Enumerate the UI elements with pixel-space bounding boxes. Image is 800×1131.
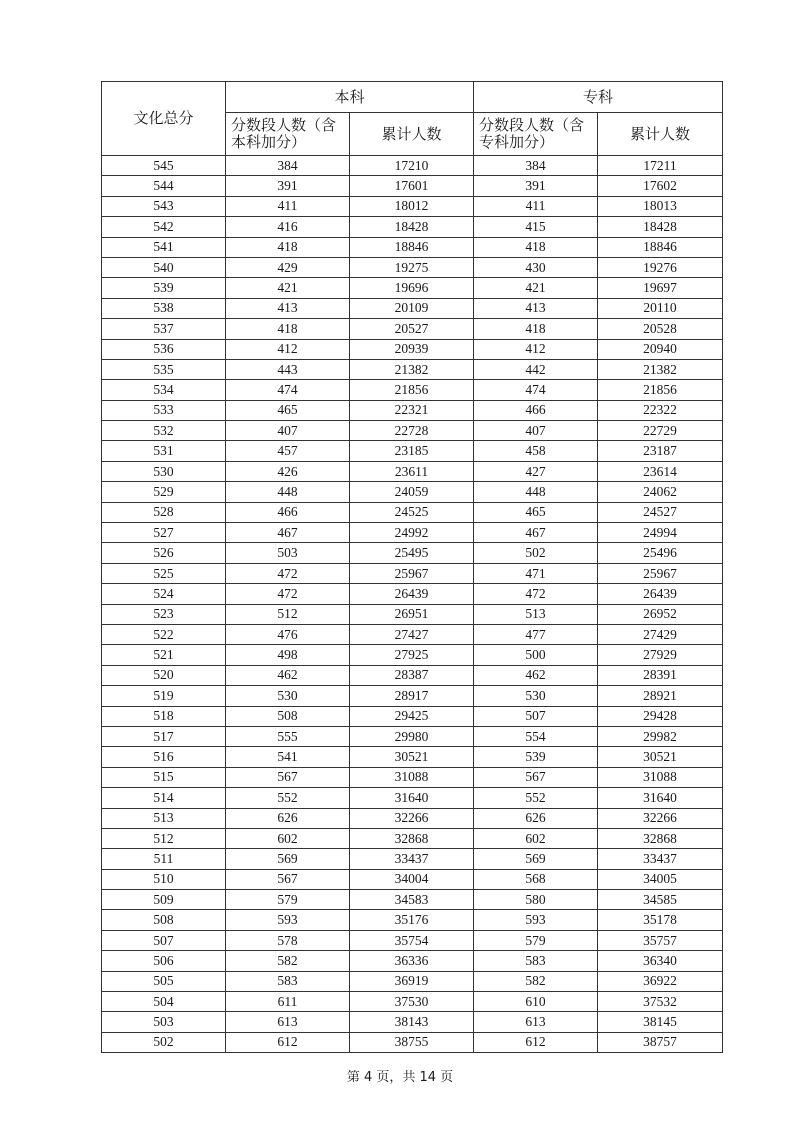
undergrad-cumulative-cell: 23185 <box>350 441 474 461</box>
table-row <box>102 1012 723 1032</box>
undergrad-segment-cell: 466 <box>226 502 350 522</box>
score-cell: 529 <box>102 482 226 502</box>
score-cell: 517 <box>102 726 226 746</box>
junior-segment-header: 分数段人数（含专科加分） <box>474 113 598 156</box>
table-row <box>102 808 723 828</box>
junior-cumulative-cell: 25967 <box>598 563 723 583</box>
junior-segment-cell: 466 <box>474 400 598 420</box>
undergrad-cumulative-header: 累计人数 <box>350 113 474 156</box>
score-cell: 528 <box>102 502 226 522</box>
score-cell: 507 <box>102 930 226 950</box>
junior-cumulative-cell: 17211 <box>598 156 723 176</box>
table-row <box>102 1032 723 1052</box>
junior-segment-cell: 582 <box>474 971 598 991</box>
undergrad-cumulative-cell: 25495 <box>350 543 474 563</box>
table-row <box>102 930 723 950</box>
junior-cumulative-cell: 36340 <box>598 951 723 971</box>
undergrad-cumulative-cell: 26951 <box>350 604 474 624</box>
undergrad-cumulative-cell: 34583 <box>350 890 474 910</box>
junior-cumulative-cell: 24994 <box>598 523 723 543</box>
junior-segment-cell: 502 <box>474 543 598 563</box>
table-row <box>102 686 723 706</box>
score-cell: 543 <box>102 196 226 216</box>
junior-segment-cell: 552 <box>474 788 598 808</box>
junior-segment-cell: 539 <box>474 747 598 767</box>
score-cell: 511 <box>102 849 226 869</box>
table-row <box>102 992 723 1012</box>
undergrad-cumulative-cell: 17601 <box>350 176 474 196</box>
junior-segment-cell: 442 <box>474 359 598 379</box>
undergrad-cumulative-cell: 28387 <box>350 665 474 685</box>
score-cell: 540 <box>102 257 226 277</box>
junior-segment-cell: 427 <box>474 461 598 481</box>
undergrad-cumulative-cell: 20939 <box>350 339 474 359</box>
undergrad-segment-cell: 582 <box>226 951 350 971</box>
undergrad-segment-cell: 418 <box>226 237 350 257</box>
undergrad-cumulative-cell: 35176 <box>350 910 474 930</box>
undergrad-cumulative-cell: 19696 <box>350 278 474 298</box>
undergrad-segment-cell: 579 <box>226 890 350 910</box>
junior-segment-cell: 465 <box>474 502 598 522</box>
table-row <box>102 237 723 257</box>
junior-cumulative-cell: 34005 <box>598 869 723 889</box>
junior-cumulative-cell: 25496 <box>598 543 723 563</box>
table-row <box>102 563 723 583</box>
undergrad-segment-cell: 476 <box>226 624 350 644</box>
junior-cumulative-cell: 36922 <box>598 971 723 991</box>
header-row-top <box>102 82 723 113</box>
table-row <box>102 461 723 481</box>
junior-segment-cell: 569 <box>474 849 598 869</box>
score-cell: 514 <box>102 788 226 808</box>
table-row <box>102 257 723 277</box>
junior-cumulative-cell: 28391 <box>598 665 723 685</box>
junior-segment-cell: 554 <box>474 726 598 746</box>
junior-segment-cell: 477 <box>474 624 598 644</box>
score-cell: 518 <box>102 706 226 726</box>
junior-segment-cell: 472 <box>474 584 598 604</box>
table-row <box>102 380 723 400</box>
table-row <box>102 319 723 339</box>
table-row <box>102 624 723 644</box>
undergrad-cumulative-cell: 23611 <box>350 461 474 481</box>
undergrad-cumulative-cell: 36919 <box>350 971 474 991</box>
undergrad-segment-cell: 498 <box>226 645 350 665</box>
undergrad-segment-cell: 426 <box>226 461 350 481</box>
junior-segment-cell: 413 <box>474 298 598 318</box>
undergrad-cumulative-cell: 34004 <box>350 869 474 889</box>
score-cell: 522 <box>102 624 226 644</box>
undergrad-cumulative-cell: 27427 <box>350 624 474 644</box>
undergrad-segment-cell: 593 <box>226 910 350 930</box>
score-cell: 503 <box>102 1012 226 1032</box>
undergrad-cumulative-cell: 27925 <box>350 645 474 665</box>
undergrad-cumulative-cell: 21382 <box>350 359 474 379</box>
score-cell: 545 <box>102 156 226 176</box>
score-cell: 521 <box>102 645 226 665</box>
table-row <box>102 828 723 848</box>
undergrad-segment-cell: 411 <box>226 196 350 216</box>
score-cell: 538 <box>102 298 226 318</box>
score-cell: 508 <box>102 910 226 930</box>
score-cell: 509 <box>102 890 226 910</box>
junior-cumulative-cell: 34585 <box>598 890 723 910</box>
table-row <box>102 359 723 379</box>
score-cell: 516 <box>102 747 226 767</box>
junior-segment-cell: 415 <box>474 217 598 237</box>
junior-cumulative-cell: 23614 <box>598 461 723 481</box>
table-row <box>102 156 723 176</box>
junior-cumulative-cell: 22729 <box>598 421 723 441</box>
table-row <box>102 767 723 787</box>
table-body <box>102 156 723 1053</box>
table-row <box>102 910 723 930</box>
score-cell: 533 <box>102 400 226 420</box>
table-row <box>102 971 723 991</box>
junior-segment-cell: 384 <box>474 156 598 176</box>
table-header <box>102 82 723 156</box>
undergrad-segment-cell: 583 <box>226 971 350 991</box>
table-row <box>102 849 723 869</box>
undergrad-segment-cell: 626 <box>226 808 350 828</box>
undergrad-cumulative-cell: 29980 <box>350 726 474 746</box>
score-cell: 532 <box>102 421 226 441</box>
junior-cumulative-cell: 19276 <box>598 257 723 277</box>
score-cell: 539 <box>102 278 226 298</box>
table-row <box>102 584 723 604</box>
junior-cumulative-cell: 29428 <box>598 706 723 726</box>
score-cell: 527 <box>102 523 226 543</box>
junior-segment-cell: 580 <box>474 890 598 910</box>
junior-segment-cell: 500 <box>474 645 598 665</box>
undergrad-segment-cell: 416 <box>226 217 350 237</box>
junior-cumulative-cell: 17602 <box>598 176 723 196</box>
junior-segment-cell: 612 <box>474 1032 598 1052</box>
junior-cumulative-cell: 32266 <box>598 808 723 828</box>
undergrad-cumulative-cell: 18012 <box>350 196 474 216</box>
table-row <box>102 400 723 420</box>
junior-cumulative-cell: 20528 <box>598 319 723 339</box>
undergrad-cumulative-cell: 22728 <box>350 421 474 441</box>
junior-segment-cell: 430 <box>474 257 598 277</box>
undergrad-segment-cell: 465 <box>226 400 350 420</box>
undergrad-segment-cell: 613 <box>226 1012 350 1032</box>
undergrad-cumulative-cell: 35754 <box>350 930 474 950</box>
junior-segment-cell: 467 <box>474 523 598 543</box>
score-cell: 537 <box>102 319 226 339</box>
undergrad-cumulative-cell: 24525 <box>350 502 474 522</box>
junior-cumulative-cell: 37532 <box>598 992 723 1012</box>
score-cell: 526 <box>102 543 226 563</box>
junior-cumulative-cell: 24062 <box>598 482 723 502</box>
undergrad-segment-cell: 421 <box>226 278 350 298</box>
undergrad-segment-cell: 472 <box>226 563 350 583</box>
undergrad-cumulative-cell: 24992 <box>350 523 474 543</box>
table-row <box>102 482 723 502</box>
junior-segment-cell: 411 <box>474 196 598 216</box>
score-cell: 544 <box>102 176 226 196</box>
junior-cumulative-cell: 38145 <box>598 1012 723 1032</box>
table-row <box>102 543 723 563</box>
undergrad-cumulative-cell: 36336 <box>350 951 474 971</box>
table-row <box>102 502 723 522</box>
junior-segment-cell: 513 <box>474 604 598 624</box>
junior-cumulative-header: 累计人数 <box>598 113 723 156</box>
undergrad-segment-cell: 541 <box>226 747 350 767</box>
undergrad-cumulative-cell: 38143 <box>350 1012 474 1032</box>
undergrad-segment-cell: 472 <box>226 584 350 604</box>
junior-cumulative-cell: 30521 <box>598 747 723 767</box>
junior-cumulative-cell: 31088 <box>598 767 723 787</box>
score-cell: 512 <box>102 828 226 848</box>
undergrad-cumulative-cell: 21856 <box>350 380 474 400</box>
undergrad-cumulative-cell: 19275 <box>350 257 474 277</box>
table-row <box>102 706 723 726</box>
undergrad-segment-cell: 467 <box>226 523 350 543</box>
score-cell: 506 <box>102 951 226 971</box>
junior-cumulative-cell: 26439 <box>598 584 723 604</box>
table-row <box>102 747 723 767</box>
junior-cumulative-cell: 26952 <box>598 604 723 624</box>
table-row <box>102 441 723 461</box>
undergrad-segment-cell: 443 <box>226 359 350 379</box>
score-cell: 502 <box>102 1032 226 1052</box>
undergrad-segment-cell: 412 <box>226 339 350 359</box>
table-row <box>102 278 723 298</box>
page-number-footer: 第 4 页，共 14 页 <box>346 1070 454 1085</box>
undergrad-segment-cell: 413 <box>226 298 350 318</box>
undergrad-segment-cell: 462 <box>226 665 350 685</box>
junior-segment-cell: 568 <box>474 869 598 889</box>
undergrad-cumulative-cell: 18846 <box>350 237 474 257</box>
junior-segment-cell: 407 <box>474 421 598 441</box>
undergrad-segment-cell: 512 <box>226 604 350 624</box>
undergrad-group-header: 本科 <box>226 82 474 113</box>
junior-segment-cell: 613 <box>474 1012 598 1032</box>
score-cell: 530 <box>102 461 226 481</box>
junior-segment-cell: 471 <box>474 563 598 583</box>
junior-segment-cell: 412 <box>474 339 598 359</box>
undergrad-segment-cell: 569 <box>226 849 350 869</box>
undergrad-segment-cell: 578 <box>226 930 350 950</box>
table-row <box>102 726 723 746</box>
undergrad-cumulative-cell: 28917 <box>350 686 474 706</box>
undergrad-segment-cell: 384 <box>226 156 350 176</box>
undergrad-cumulative-cell: 30521 <box>350 747 474 767</box>
table-row <box>102 665 723 685</box>
junior-cumulative-cell: 18846 <box>598 237 723 257</box>
table-row <box>102 869 723 889</box>
table-row <box>102 176 723 196</box>
score-cell: 536 <box>102 339 226 359</box>
junior-segment-cell: 530 <box>474 686 598 706</box>
undergrad-cumulative-cell: 32266 <box>350 808 474 828</box>
score-cell: 541 <box>102 237 226 257</box>
undergrad-segment-cell: 530 <box>226 686 350 706</box>
junior-segment-cell: 474 <box>474 380 598 400</box>
undergrad-segment-cell: 611 <box>226 992 350 1012</box>
undergrad-segment-cell: 457 <box>226 441 350 461</box>
undergrad-segment-cell: 391 <box>226 176 350 196</box>
junior-cumulative-cell: 24527 <box>598 502 723 522</box>
score-distribution-table <box>101 81 723 1053</box>
undergrad-cumulative-cell: 31088 <box>350 767 474 787</box>
undergrad-cumulative-cell: 22321 <box>350 400 474 420</box>
score-cell: 531 <box>102 441 226 461</box>
junior-segment-cell: 448 <box>474 482 598 502</box>
undergrad-segment-cell: 448 <box>226 482 350 502</box>
junior-cumulative-cell: 38757 <box>598 1032 723 1052</box>
junior-cumulative-cell: 21856 <box>598 380 723 400</box>
junior-cumulative-cell: 35178 <box>598 910 723 930</box>
score-cell: 519 <box>102 686 226 706</box>
undergrad-cumulative-cell: 24059 <box>350 482 474 502</box>
table-row <box>102 339 723 359</box>
junior-cumulative-cell: 31640 <box>598 788 723 808</box>
junior-segment-cell: 462 <box>474 665 598 685</box>
undergrad-cumulative-cell: 18428 <box>350 217 474 237</box>
undergrad-segment-cell: 602 <box>226 828 350 848</box>
undergrad-segment-cell: 503 <box>226 543 350 563</box>
junior-group-header: 专科 <box>474 82 723 113</box>
undergrad-segment-cell: 552 <box>226 788 350 808</box>
score-cell: 534 <box>102 380 226 400</box>
undergrad-cumulative-cell: 31640 <box>350 788 474 808</box>
undergrad-segment-cell: 555 <box>226 726 350 746</box>
junior-cumulative-cell: 19697 <box>598 278 723 298</box>
table-row <box>102 523 723 543</box>
undergrad-cumulative-cell: 17210 <box>350 156 474 176</box>
undergrad-segment-cell: 567 <box>226 767 350 787</box>
junior-cumulative-cell: 18428 <box>598 217 723 237</box>
score-cell: 504 <box>102 992 226 1012</box>
junior-cumulative-cell: 35757 <box>598 930 723 950</box>
undergrad-segment-cell: 407 <box>226 421 350 441</box>
table-row <box>102 604 723 624</box>
junior-segment-cell: 567 <box>474 767 598 787</box>
junior-segment-cell: 421 <box>474 278 598 298</box>
junior-cumulative-cell: 27429 <box>598 624 723 644</box>
table-row <box>102 196 723 216</box>
junior-cumulative-cell: 18013 <box>598 196 723 216</box>
table-row <box>102 217 723 237</box>
score-cell: 525 <box>102 563 226 583</box>
undergrad-cumulative-cell: 33437 <box>350 849 474 869</box>
table-row <box>102 788 723 808</box>
undergrad-segment-cell: 474 <box>226 380 350 400</box>
score-cell: 523 <box>102 604 226 624</box>
junior-cumulative-cell: 20110 <box>598 298 723 318</box>
score-cell: 520 <box>102 665 226 685</box>
junior-segment-cell: 391 <box>474 176 598 196</box>
table-row <box>102 298 723 318</box>
undergrad-cumulative-cell: 37530 <box>350 992 474 1012</box>
junior-segment-cell: 602 <box>474 828 598 848</box>
undergrad-cumulative-cell: 20527 <box>350 319 474 339</box>
undergrad-segment-cell: 567 <box>226 869 350 889</box>
junior-cumulative-cell: 21382 <box>598 359 723 379</box>
junior-cumulative-cell: 23187 <box>598 441 723 461</box>
junior-segment-cell: 610 <box>474 992 598 1012</box>
junior-cumulative-cell: 28921 <box>598 686 723 706</box>
junior-segment-cell: 593 <box>474 910 598 930</box>
junior-cumulative-cell: 32868 <box>598 828 723 848</box>
junior-cumulative-cell: 22322 <box>598 400 723 420</box>
junior-segment-cell: 583 <box>474 951 598 971</box>
score-cell: 524 <box>102 584 226 604</box>
undergrad-cumulative-cell: 38755 <box>350 1032 474 1052</box>
undergrad-segment-cell: 429 <box>226 257 350 277</box>
undergrad-segment-header: 分数段人数（含本科加分） <box>226 113 350 156</box>
score-cell: 535 <box>102 359 226 379</box>
junior-segment-cell: 418 <box>474 319 598 339</box>
score-cell: 505 <box>102 971 226 991</box>
undergrad-segment-cell: 418 <box>226 319 350 339</box>
table-row <box>102 951 723 971</box>
undergrad-cumulative-cell: 32868 <box>350 828 474 848</box>
undergrad-segment-cell: 508 <box>226 706 350 726</box>
junior-cumulative-cell: 29982 <box>598 726 723 746</box>
junior-segment-cell: 418 <box>474 237 598 257</box>
undergrad-segment-cell: 612 <box>226 1032 350 1052</box>
table-row <box>102 645 723 665</box>
junior-cumulative-cell: 33437 <box>598 849 723 869</box>
score-cell: 542 <box>102 217 226 237</box>
score-column-header: 文化总分 <box>102 82 226 156</box>
score-cell: 513 <box>102 808 226 828</box>
junior-cumulative-cell: 20940 <box>598 339 723 359</box>
table-row <box>102 421 723 441</box>
score-cell: 515 <box>102 767 226 787</box>
junior-segment-cell: 458 <box>474 441 598 461</box>
junior-segment-cell: 507 <box>474 706 598 726</box>
junior-segment-cell: 626 <box>474 808 598 828</box>
score-cell: 510 <box>102 869 226 889</box>
undergrad-cumulative-cell: 20109 <box>350 298 474 318</box>
table-row <box>102 890 723 910</box>
undergrad-cumulative-cell: 25967 <box>350 563 474 583</box>
undergrad-cumulative-cell: 29425 <box>350 706 474 726</box>
undergrad-cumulative-cell: 26439 <box>350 584 474 604</box>
junior-cumulative-cell: 27929 <box>598 645 723 665</box>
junior-segment-cell: 579 <box>474 930 598 950</box>
